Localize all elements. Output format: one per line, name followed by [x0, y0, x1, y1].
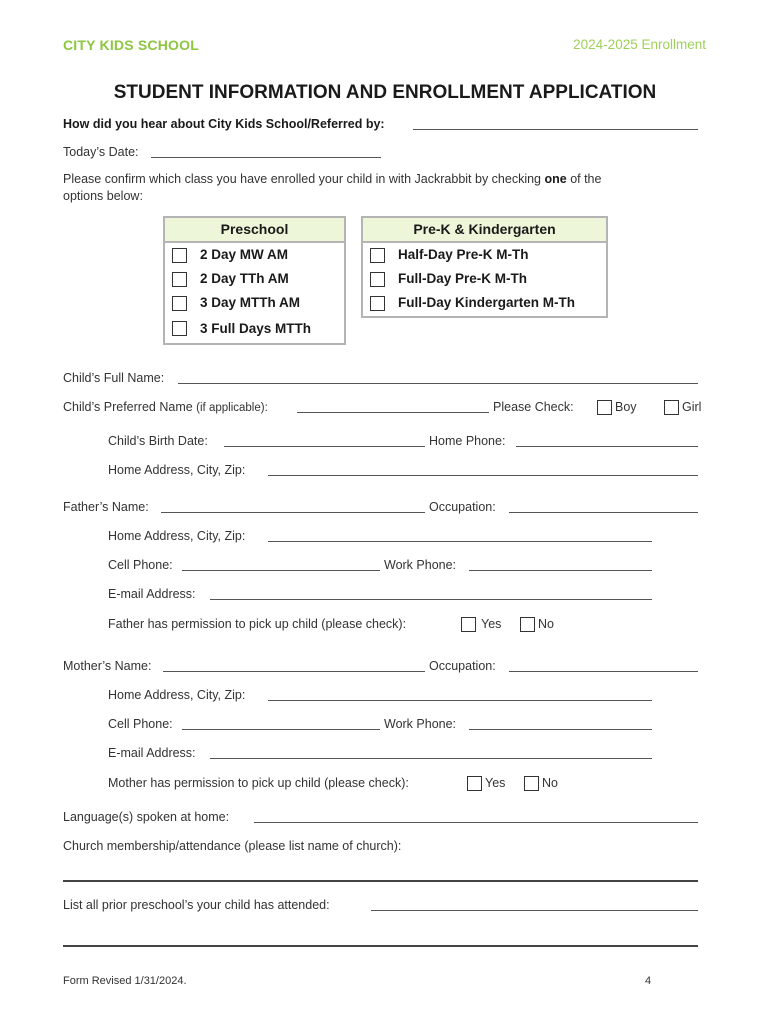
- mother-no-label: No: [542, 776, 558, 790]
- mother-work-phone-field[interactable]: [469, 729, 652, 730]
- preschool-option-checkbox[interactable]: [172, 296, 187, 311]
- mother-name-field[interactable]: [163, 671, 425, 672]
- father-work-phone-label: Work Phone:: [384, 558, 457, 572]
- gender-check-label: Please Check:: [493, 400, 574, 414]
- languages-label: Language(s) spoken at home:: [63, 810, 230, 824]
- father-home-address-label: Home Address, City, Zip:: [108, 529, 246, 543]
- child-home-address-label: Home Address, City, Zip:: [108, 463, 246, 477]
- preschool-option-checkbox[interactable]: [172, 248, 187, 263]
- mother-permission-label: Mother has permission to pick up child (please check):: [108, 776, 409, 790]
- father-occupation-label: Occupation:: [429, 500, 496, 514]
- mother-cell-phone-label: Cell Phone:: [108, 717, 173, 731]
- church-label: Church membership/attendance (please list name of church):: [63, 839, 402, 853]
- confirm-instructions-line2: options below:: [63, 189, 143, 203]
- prek-option-checkbox[interactable]: [370, 272, 385, 287]
- mother-work-phone-label: Work Phone:: [384, 717, 457, 731]
- mother-occupation-label: Occupation:: [429, 659, 496, 673]
- father-no-label: No: [538, 617, 554, 631]
- prek-option-label: Half-Day Pre-K M-Th: [398, 247, 529, 262]
- prior-preschools-field[interactable]: [371, 910, 698, 911]
- form-revised-note: Form Revised 1/31/2024.: [63, 975, 187, 987]
- mother-email-label: E-mail Address:: [108, 746, 196, 760]
- preschool-option-label: 3 Full Days MTTh: [200, 321, 312, 336]
- mother-yes-label: Yes: [485, 776, 506, 790]
- father-work-phone-field[interactable]: [469, 570, 652, 571]
- referral-field[interactable]: [413, 129, 698, 130]
- prek-option-checkbox[interactable]: [370, 248, 385, 263]
- mother-cell-phone-field[interactable]: [182, 729, 380, 730]
- referral-label: How did you hear about City Kids School/Referred by:: [63, 117, 385, 131]
- preschool-option-label: 2 Day MW AM: [200, 247, 289, 262]
- father-permission-label: Father has permission to pick up child (please check):: [108, 617, 407, 631]
- birth-date-label: Child’s Birth Date:: [108, 434, 208, 448]
- father-no-checkbox[interactable]: [520, 617, 535, 632]
- prior-preschools-extra-field[interactable]: [63, 945, 698, 947]
- languages-field[interactable]: [254, 822, 698, 823]
- prek-heading: Pre-K & Kindergarten: [363, 218, 606, 243]
- enrollment-year: 2024-2025 Enrollment: [573, 37, 706, 52]
- child-preferred-name-field[interactable]: [297, 412, 489, 413]
- father-cell-phone-field[interactable]: [182, 570, 380, 571]
- mother-home-address-label: Home Address, City, Zip:: [108, 688, 246, 702]
- preschool-option-label: 2 Day TTh AM: [200, 271, 289, 286]
- mother-no-checkbox[interactable]: [524, 776, 539, 791]
- boy-checkbox[interactable]: [597, 400, 612, 415]
- preschool-heading: Preschool: [165, 218, 344, 243]
- boy-label: Boy: [615, 400, 637, 414]
- mother-yes-checkbox[interactable]: [467, 776, 482, 791]
- father-name-field[interactable]: [161, 512, 425, 513]
- prek-option-label: Full-Day Pre-K M-Th: [398, 271, 528, 286]
- preschool-option-label: 3 Day MTTh AM: [200, 295, 301, 310]
- preschool-option-checkbox[interactable]: [172, 272, 187, 287]
- mother-occupation-field[interactable]: [509, 671, 698, 672]
- father-yes-label: Yes: [481, 617, 502, 631]
- girl-label: Girl: [682, 400, 702, 414]
- prek-option-label: Full-Day Kindergarten M-Th: [398, 295, 576, 310]
- todays-date-field[interactable]: [151, 157, 381, 158]
- father-email-field[interactable]: [210, 599, 652, 600]
- confirm-text-before: Please confirm which class you have enrolled your child in with Jackrabbit by checking: [63, 172, 545, 186]
- mother-email-field[interactable]: [210, 758, 652, 759]
- mother-name-label: Mother’s Name:: [63, 659, 152, 673]
- if-applicable-text: (if applicable):: [196, 402, 268, 414]
- mother-home-address-field[interactable]: [268, 700, 652, 701]
- child-full-name-label: Child’s Full Name:: [63, 371, 165, 385]
- father-cell-phone-label: Cell Phone:: [108, 558, 173, 572]
- page-title: STUDENT INFORMATION AND ENROLLMENT APPLICATION: [113, 82, 657, 103]
- confirm-text-after: of the: [566, 172, 602, 186]
- todays-date-label: Today’s Date:: [63, 145, 139, 159]
- child-full-name-field[interactable]: [178, 383, 698, 384]
- father-email-label: E-mail Address:: [108, 587, 196, 601]
- birth-date-field[interactable]: [224, 446, 425, 447]
- preschool-option-checkbox[interactable]: [172, 321, 187, 336]
- father-home-address-field[interactable]: [268, 541, 652, 542]
- father-name-label: Father’s Name:: [63, 500, 149, 514]
- girl-checkbox[interactable]: [664, 400, 679, 415]
- page-number: 4: [645, 975, 652, 987]
- home-phone-field[interactable]: [516, 446, 698, 447]
- home-phone-label: Home Phone:: [429, 434, 506, 448]
- church-field[interactable]: [63, 880, 698, 882]
- confirm-instructions: [63, 172, 601, 186]
- confirm-emphasis: one: [544, 172, 567, 186]
- school-name: CITY KIDS SCHOOL: [63, 37, 199, 53]
- prek-option-checkbox[interactable]: [370, 296, 385, 311]
- father-occupation-field[interactable]: [509, 512, 698, 513]
- father-yes-checkbox[interactable]: [461, 617, 476, 632]
- preferred-name-text: Child’s Preferred Name: [63, 400, 193, 414]
- child-home-address-field[interactable]: [268, 475, 698, 476]
- prior-preschools-label: List all prior preschool’s your child has attended:: [63, 898, 330, 912]
- child-preferred-name-label: [63, 400, 268, 414]
